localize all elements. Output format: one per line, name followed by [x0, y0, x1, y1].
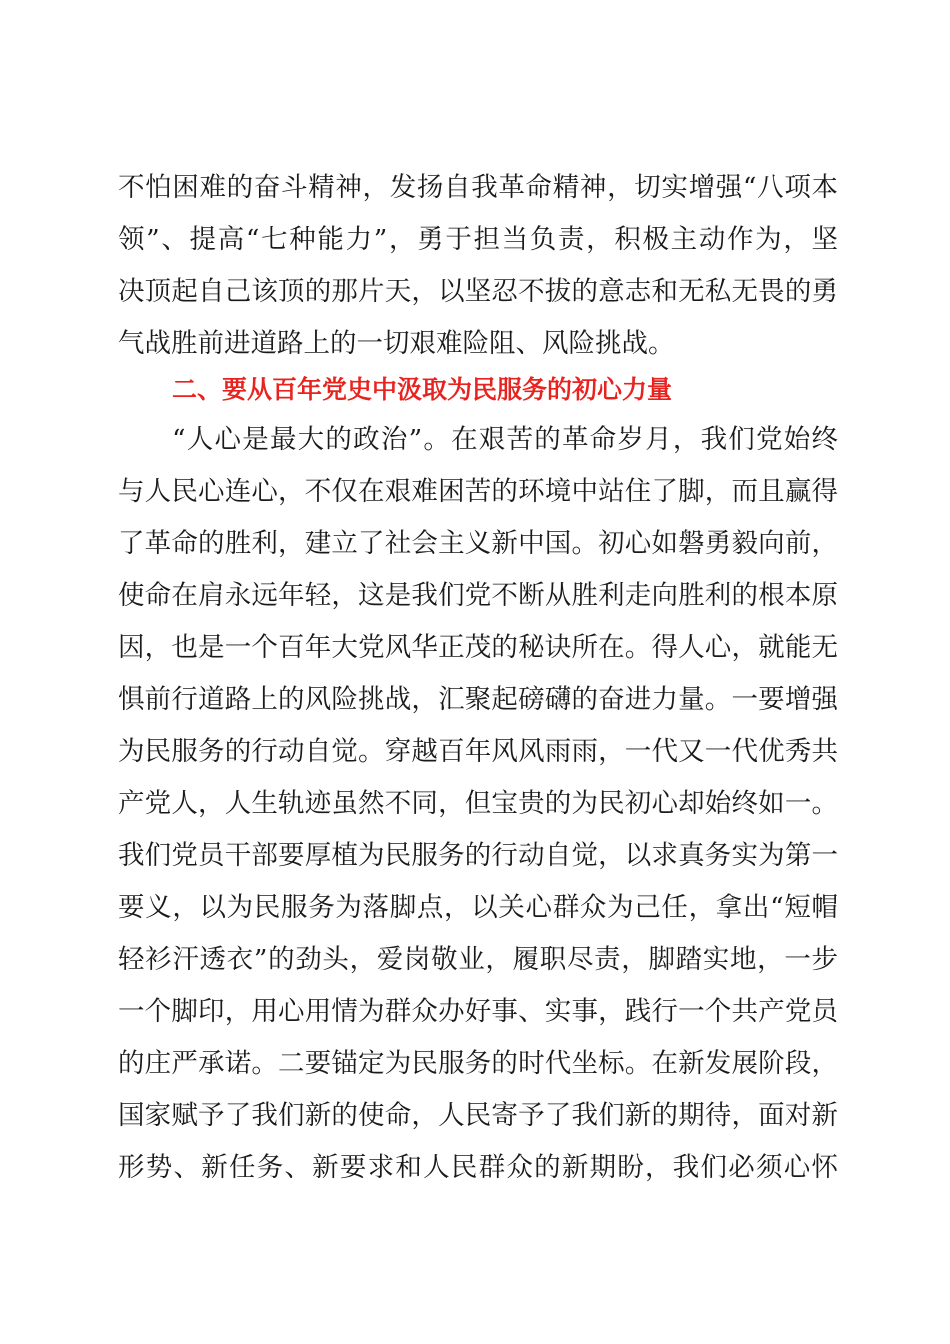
paragraph-line: 为民服务的行动自觉。穿越百年风风雨雨，一代又一代优秀共 [118, 736, 838, 767]
paragraph-line: 产党人，人生轨迹虽然不同，但宝贵的为民初心却始终如一。 [118, 788, 838, 819]
paragraph-line: 我们党员干部要厚植为民服务的行动自觉，以求真务实为第一 [118, 840, 838, 871]
paragraph-line: 国家赋予了我们新的使命，人民寄予了我们新的期待，面对新 [118, 1100, 838, 1131]
paragraph-line: 因，也是一个百年大党风华正茂的秘诀所在。得人心，就能无 [118, 632, 838, 663]
paragraph-line: 轻衫汗透衣”的劲头，爱岗敬业，履职尽责，脚踏实地，一步 [118, 944, 838, 975]
paragraph-line: 的庄严承诺。二要锚定为民服务的时代坐标。在新发展阶段， [118, 1048, 838, 1079]
paragraph-line: 气战胜前进道路上的一切艰难险阻、风险挑战。 [118, 328, 675, 359]
paragraph-line: 领”、提高“七种能力”，勇于担当负责，积极主动作为，坚 [118, 224, 838, 255]
section-heading: 二、要从百年党史中汲取为民服务的初心力量 [172, 375, 673, 404]
paragraph-line: 了革命的胜利，建立了社会主义新中国。初心如磐勇毅向前， [118, 528, 838, 559]
paragraph-line: “人心是最大的政治”。在艰苦的革命岁月，我们党始终 [172, 424, 838, 455]
paragraph-line: 不怕困难的奋斗精神，发扬自我革命精神，切实增强“八项本 [118, 172, 838, 203]
paragraph-line: 与人民心连心，不仅在艰难困苦的环境中站住了脚，而且赢得 [118, 476, 838, 507]
paragraph-line: 惧前行道路上的风险挑战，汇聚起磅礴的奋进力量。一要增强 [118, 684, 838, 715]
paragraph-line: 决顶起自己该顶的那片天，以坚忍不拔的意志和无私无畏的勇 [118, 276, 838, 307]
paragraph-line: 形势、新任务、新要求和人民群众的新期盼，我们必须心怀 [118, 1152, 838, 1183]
paragraph-line: 一个脚印，用心用情为群众办好事、实事，践行一个共产党员 [118, 996, 838, 1027]
paragraph-line: 使命在肩永远年轻，这是我们党不断从胜利走向胜利的根本原 [118, 580, 838, 611]
paragraph-line: 要义，以为民服务为落脚点，以关心群众为己任，拿出“短帽 [118, 892, 838, 923]
